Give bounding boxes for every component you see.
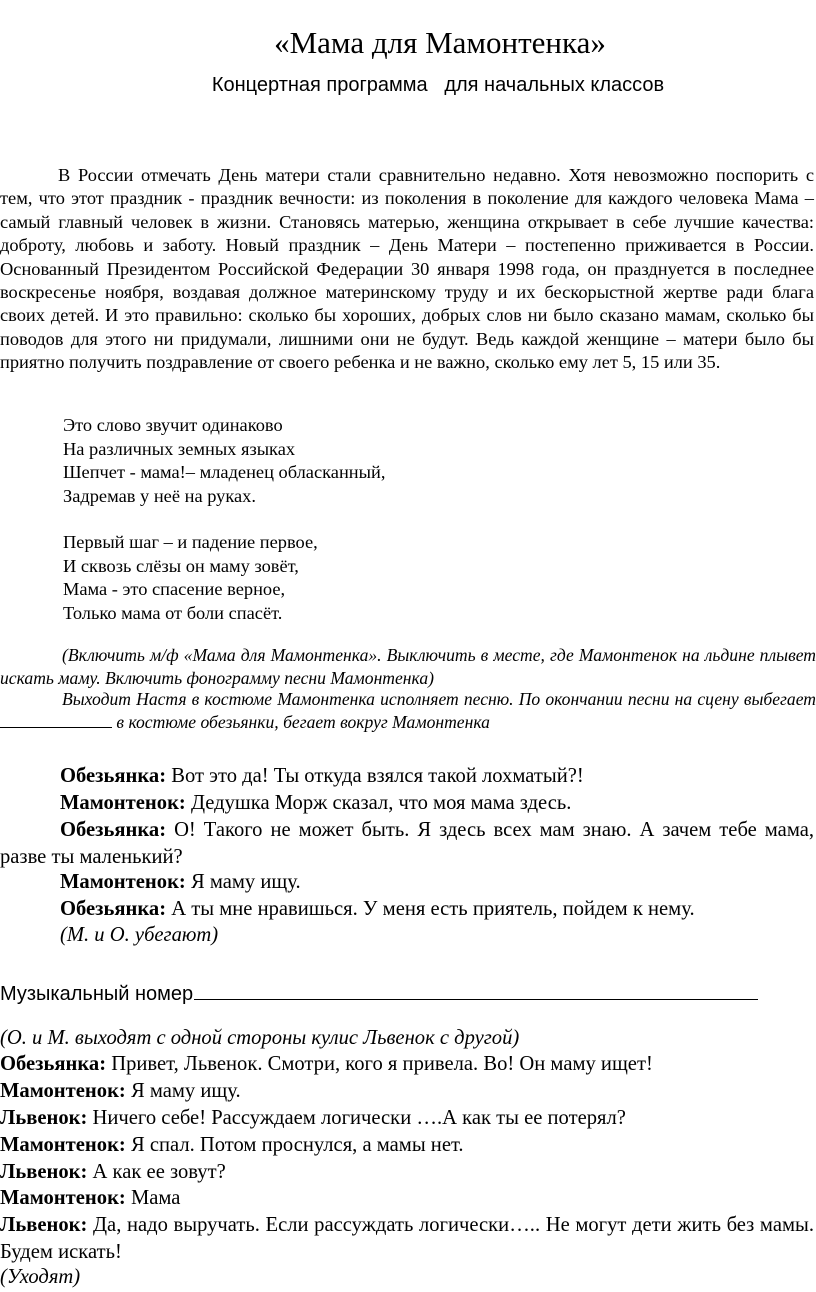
speaker-name: Львенок: <box>0 1214 88 1236</box>
performer-name-blank <box>0 712 112 728</box>
speaker-name: Обезьянка: <box>60 898 167 920</box>
dialogue-text: Привет, Львенок. Смотри, кого я привела. Во! Он маму ищет! <box>106 1053 653 1075</box>
speaker-name: Львенок: <box>0 1107 88 1129</box>
speaker-name: Обезьянка: <box>0 1053 107 1075</box>
dialogue-line <box>0 1051 814 1078</box>
speaker-name: Мамонтенок: <box>0 1134 126 1156</box>
stage-direction-text: Выходит Настя в костюме Мамонтенка исполняет песню. По окончании песни на сцену выбегает <box>62 689 816 709</box>
poem-line: Шепчет - мама!– младенец обласканный, <box>63 462 386 483</box>
poem-stanza-1 <box>63 414 385 508</box>
poem-line: Это слово звучит одинаково <box>63 415 283 435</box>
speaker-name: Обезьянка: <box>60 819 167 841</box>
dialogue-line <box>0 896 814 923</box>
poem-line: Мама - это спасение верное, <box>63 579 286 600</box>
dialogue-text: Мама <box>125 1187 181 1209</box>
stage-direction-entrance <box>0 688 816 734</box>
poem-line: И сквозь слёзы он маму зовёт, <box>63 555 299 576</box>
dialogue-text: Я маму ищу. <box>185 871 301 893</box>
dialogue-text: Вот это да! Ты откуда взялся такой лохматый?! <box>166 765 584 787</box>
dialogue-line <box>0 817 814 871</box>
music-number <box>0 980 758 1007</box>
poem-line: Задремав у неё на руках. <box>63 485 256 506</box>
speaker-name: Обезьянка: <box>60 765 167 787</box>
dialogue-text: Я спал. Потом проснулся, а мамы нет. <box>125 1134 464 1156</box>
dialogue-line <box>0 1132 814 1159</box>
speaker-name: Мамонтенок: <box>0 1080 126 1102</box>
dialogue-text: А ты мне нравишься. У меня есть приятель, пойдем к нему. <box>166 898 695 920</box>
dialogue-line <box>0 1078 814 1105</box>
dialogue-line <box>0 1159 814 1186</box>
speaker-name: Мамонтенок: <box>60 792 186 814</box>
dialogue-text: Ничего себе! Рассуждаем логически ….А как ты ее потерял? <box>87 1107 626 1129</box>
poem-stanza-2 <box>63 531 318 625</box>
speaker-name: Мамонтенок: <box>60 871 186 893</box>
poem-line: Только мама от боли спасёт. <box>63 602 283 623</box>
dialogue-text: Дедушка Морж сказал, что моя мама здесь. <box>185 792 572 814</box>
dialogue-text: А как ее зовут? <box>87 1161 226 1183</box>
dialogue-line <box>0 1185 814 1212</box>
stage-direction-text: в костюме обезьянки, бегает вокруг Мамонтенка <box>116 712 490 732</box>
stage-direction-scene-2: (О. и М. выходят с одной стороны кулис Львенок с другой) <box>0 1027 520 1049</box>
dialogue-line <box>0 763 814 790</box>
intro-paragraph: В России отмечать День матери стали сравнительно недавно. Хотя невозможно поспорить с тем, что этот праздник - праздник вечности: из поколения в поколение для каждого человека Мама – самый главный человек в жизни. Становясь матерью, женщина открывает в себе лучшие качества: доброту, любовь и заботу. Новый праздник – День Матери – постепенно приживается в России. Основанный Президентом Российской Федерации 30 января 1998 года, он празднуется в последнее воскресенье ноября, воздавая должное материнскому труду и их бескорыстной жертве ради блага своих детей. И это правильно: сколько бы хороших, добрых слов ни было сказано мамам, сколько бы поводов для этого ни придумали, лишними они не будут. Ведь каждой женщине – матери было бы приятно получить поздравление от своего ребенка и не важно, сколько ему лет 5, 15 или 35. <box>0 165 814 373</box>
page-title: «Мама для Мамонтенка» <box>274 25 606 60</box>
dialogue-line <box>0 1105 814 1132</box>
dialogue-text: О! Такого не может быть. Я здесь всех мам знаю. А зачем тебе мама, разве ты маленький? <box>0 819 814 868</box>
stage-direction-exit: (Уходят) <box>0 1266 81 1288</box>
dialogue-line <box>0 790 814 817</box>
poem-line: Первый шаг – и падение первое, <box>63 532 318 552</box>
stage-direction-exit: (М. и О. убегают) <box>60 924 219 946</box>
music-number-label: Музыкальный номер <box>0 983 194 1005</box>
dialogue-text: Да, надо выручать. Если рассуждать логически….. Не могут дети жить без мамы. Будем искать! <box>0 1214 814 1263</box>
speaker-name: Мамонтенок: <box>0 1187 126 1209</box>
stage-direction-cartoon: (Включить м/ф «Мама для Мамонтенка». Выключить в месте, где Мамонтенок на льдине плывет искать маму. Включить фонограмму песни Мамонтенка) <box>0 645 816 688</box>
poem-line: На различных земных языках <box>63 438 296 459</box>
dialogue-text: Я маму ищу. <box>125 1080 241 1102</box>
speaker-name: Львенок: <box>0 1161 88 1183</box>
dialogue-line <box>0 869 814 896</box>
dialogue-line <box>0 1212 814 1266</box>
page-subtitle: Концертная программа для начальных классов <box>211 74 665 96</box>
music-number-blank <box>194 980 758 1000</box>
